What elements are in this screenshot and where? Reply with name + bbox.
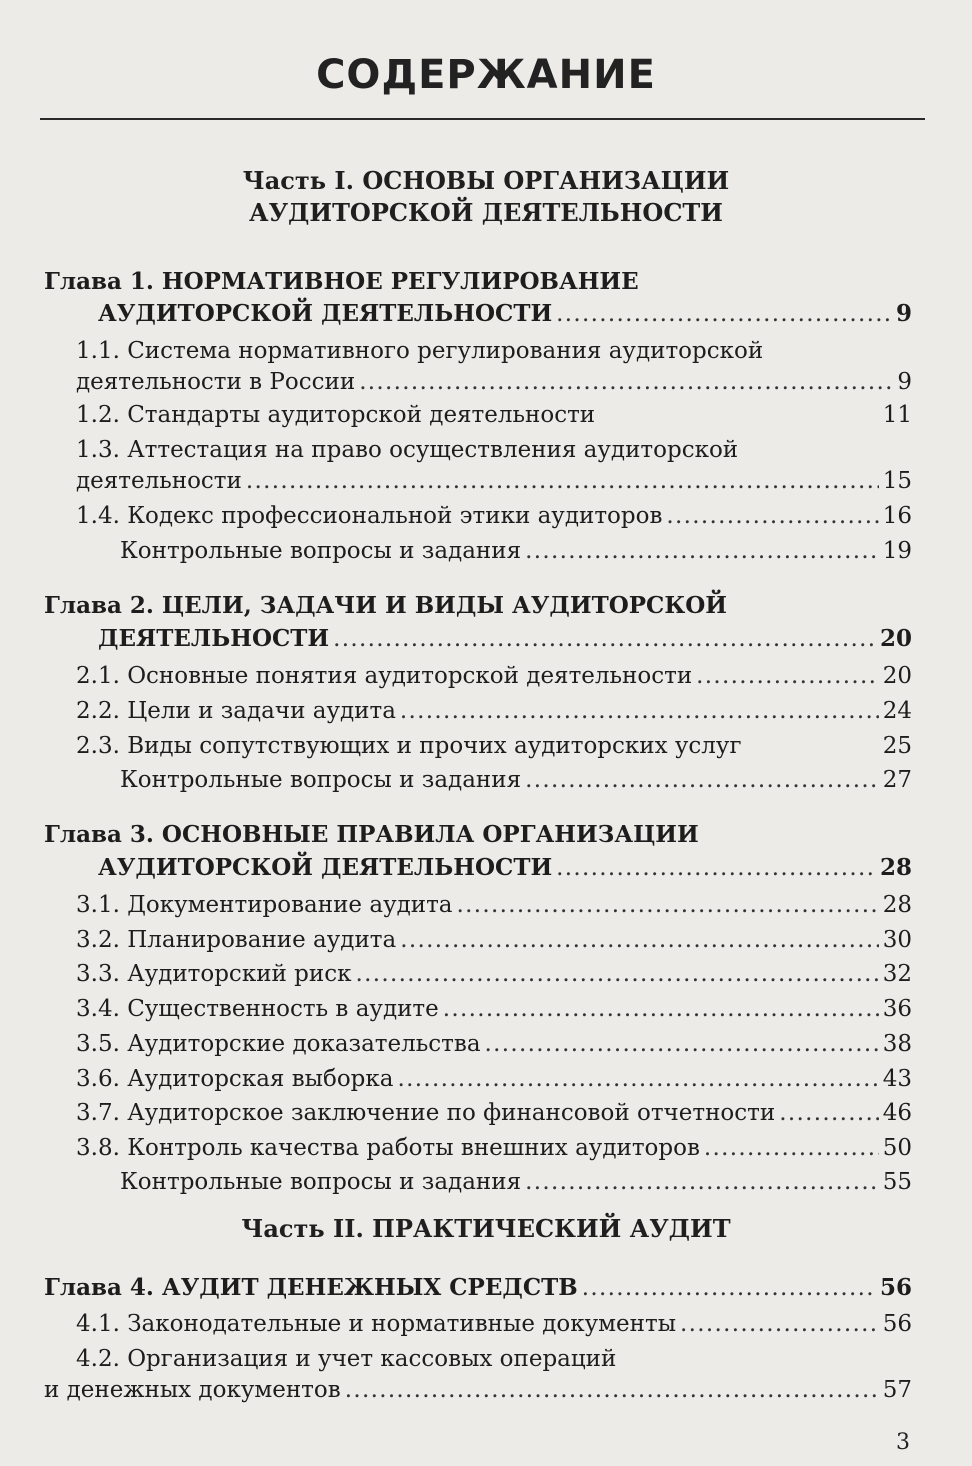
toc-page-number: 9 [895,300,912,327]
toc-page-number: 25 [882,733,912,759]
toc-entry-text: Контрольные вопросы и задания [120,538,522,564]
title-rule [40,118,925,120]
toc-entry [76,335,763,367]
toc-entry-text: деятельности в России [76,369,356,395]
toc-page-number: 11 [882,402,912,428]
toc-page-number: 28 [882,892,912,918]
toc-entry [76,993,912,1025]
toc-entry [120,1166,912,1198]
toc-entry [98,852,912,884]
toc-page-number: 20 [879,625,912,652]
toc-entry-text: 1.1. Система нормативного регулирования аудиторской [76,338,764,364]
leader-dots [525,764,879,796]
part-1-heading-line2: АУДИТОРСКОЙ ДЕЯТЕЛЬНОСТИ [249,198,723,227]
toc-entry [76,1028,912,1060]
toc-entry [76,1132,912,1164]
leader-dots [345,1374,879,1406]
toc-entry [76,366,912,398]
leader-dots [525,1166,879,1198]
toc-entry-text: 1.3. Аттестация на право осуществления аудиторской [76,437,739,463]
toc-entry-text: 3.8. Контроль качества работы внешних аудиторов [76,1135,700,1161]
toc-page-number: 19 [882,538,912,564]
toc-entry-text: 3.2. Планирование аудита [76,927,397,953]
toc-entry-text: АУДИТОРСКОЙ ДЕЯТЕЛЬНОСТИ [98,300,553,327]
toc-entry-text: и денежных документов [44,1377,341,1403]
leader-dots [582,1272,876,1304]
toc-entry [98,623,912,655]
toc-entry [76,1343,616,1375]
toc-page-number: 28 [879,854,912,881]
part-1-heading-line1: Часть I. ОСНОВЫ ОРГАНИЗАЦИИ [242,166,730,195]
toc-entry [76,660,912,692]
leader-dots [556,852,876,884]
leader-dots [666,500,878,532]
leader-dots [525,535,879,567]
toc-page-number: 43 [882,1066,912,1092]
toc-entry-text: Глава 2. ЦЕЛИ, ЗАДАЧИ И ВИДЫ АУДИТОРСКОЙ [44,592,728,619]
toc-entry-text: 3.5. Аудиторские доказательства [76,1031,481,1057]
leader-dots [355,958,878,990]
toc-entry-text: 1.2. Стандарты аудиторской деятельности [76,402,596,428]
toc-entry [44,266,639,298]
toc-entry-text: 4.2. Организация и учет кассовых операций [76,1346,617,1372]
toc-entry [76,500,912,532]
toc-entry-text: Контрольные вопросы и задания [120,767,522,793]
toc-entry [44,1374,912,1406]
toc-entry [44,819,699,851]
leader-dots [485,1028,879,1060]
toc-entry [98,298,912,330]
toc-entry [120,764,912,796]
toc-page-number: 56 [879,1274,912,1301]
toc-page-number: 27 [882,767,912,793]
toc-page-number: 50 [882,1135,912,1161]
leader-dots [680,1308,879,1340]
toc-page-number: 16 [882,503,912,529]
leader-dots [400,924,878,956]
toc-entry-text: деятельности [76,468,242,494]
toc-entry [76,465,912,497]
toc-entry [76,958,912,990]
toc-entry [76,924,912,956]
toc-entry-text: Глава 4. АУДИТ ДЕНЕЖНЫХ СРЕДСТВ [44,1274,578,1301]
toc-page-number: 56 [882,1311,912,1337]
leader-dots [457,889,879,921]
leader-dots [333,623,876,655]
toc-entry [76,730,912,762]
toc-page-number: 46 [882,1100,912,1126]
leader-dots [398,1063,879,1095]
leader-dots [779,1097,879,1129]
toc-entry-text: Контрольные вопросы и задания [120,1169,522,1195]
toc-entry [76,889,912,921]
leader-dots [443,993,879,1025]
toc-entry [76,1308,912,1340]
toc-page-number: 20 [882,663,912,689]
toc-page-number: 24 [882,698,912,724]
leader-dots [359,366,893,398]
toc-entry-text: 3.6. Аудиторская выборка [76,1066,394,1092]
toc-entry [76,695,912,727]
page-number: 3 [896,1430,910,1455]
toc-page-number: 32 [882,961,912,987]
toc-entry [44,590,727,622]
toc-entry-text: Глава 3. ОСНОВНЫЕ ПРАВИЛА ОРГАНИЗАЦИИ [44,821,699,848]
toc-entry-text: 3.3. Аудиторский риск [76,961,352,987]
leader-dots [246,465,879,497]
leader-dots [400,695,879,727]
toc-entry [120,535,912,567]
leader-dots [704,1132,879,1164]
part-2-heading: Часть II. ПРАКТИЧЕСКИЙ АУДИТ [241,1214,731,1243]
toc-entry [76,1097,912,1129]
toc-entry-text: Глава 1. НОРМАТИВНОЕ РЕГУЛИРОВАНИЕ [44,268,639,295]
toc-page-number: 55 [882,1169,912,1195]
leader-dots [556,298,892,330]
toc-entry-text: 3.7. Аудиторское заключение по финансовой отчетности [76,1100,776,1126]
toc-page-number: 15 [882,468,912,494]
toc-entry-text: 3.1. Документирование аудита [76,892,453,918]
leader-dots [696,660,879,692]
toc-entry [76,434,738,466]
toc-page-number: 36 [882,996,912,1022]
toc-page-number: 57 [882,1377,912,1403]
toc-entry [76,399,912,431]
toc-entry-text: 2.2. Цели и задачи аудита [76,698,396,724]
page-title: СОДЕРЖАНИЕ [316,52,656,98]
toc-entry-text: АУДИТОРСКОЙ ДЕЯТЕЛЬНОСТИ [98,854,553,881]
toc-page-number: 30 [882,927,912,953]
toc-entry-text: ДЕЯТЕЛЬНОСТИ [98,625,330,652]
toc-entry [44,1272,912,1304]
toc-entry [76,1063,912,1095]
toc-page-number: 38 [882,1031,912,1057]
toc-entry-text: 1.4. Кодекс профессиональной этики аудиторов [76,503,663,529]
toc-entry-text: 2.1. Основные понятия аудиторской деятельности [76,663,693,689]
toc-page-number: 9 [897,369,912,395]
toc-entry-text: 3.4. Существенность в аудите [76,996,439,1022]
toc-entry-text: 4.1. Законодательные и нормативные документы [76,1311,677,1337]
toc-entry-text: 2.3. Виды сопутствующих и прочих аудиторских услуг [76,733,742,759]
